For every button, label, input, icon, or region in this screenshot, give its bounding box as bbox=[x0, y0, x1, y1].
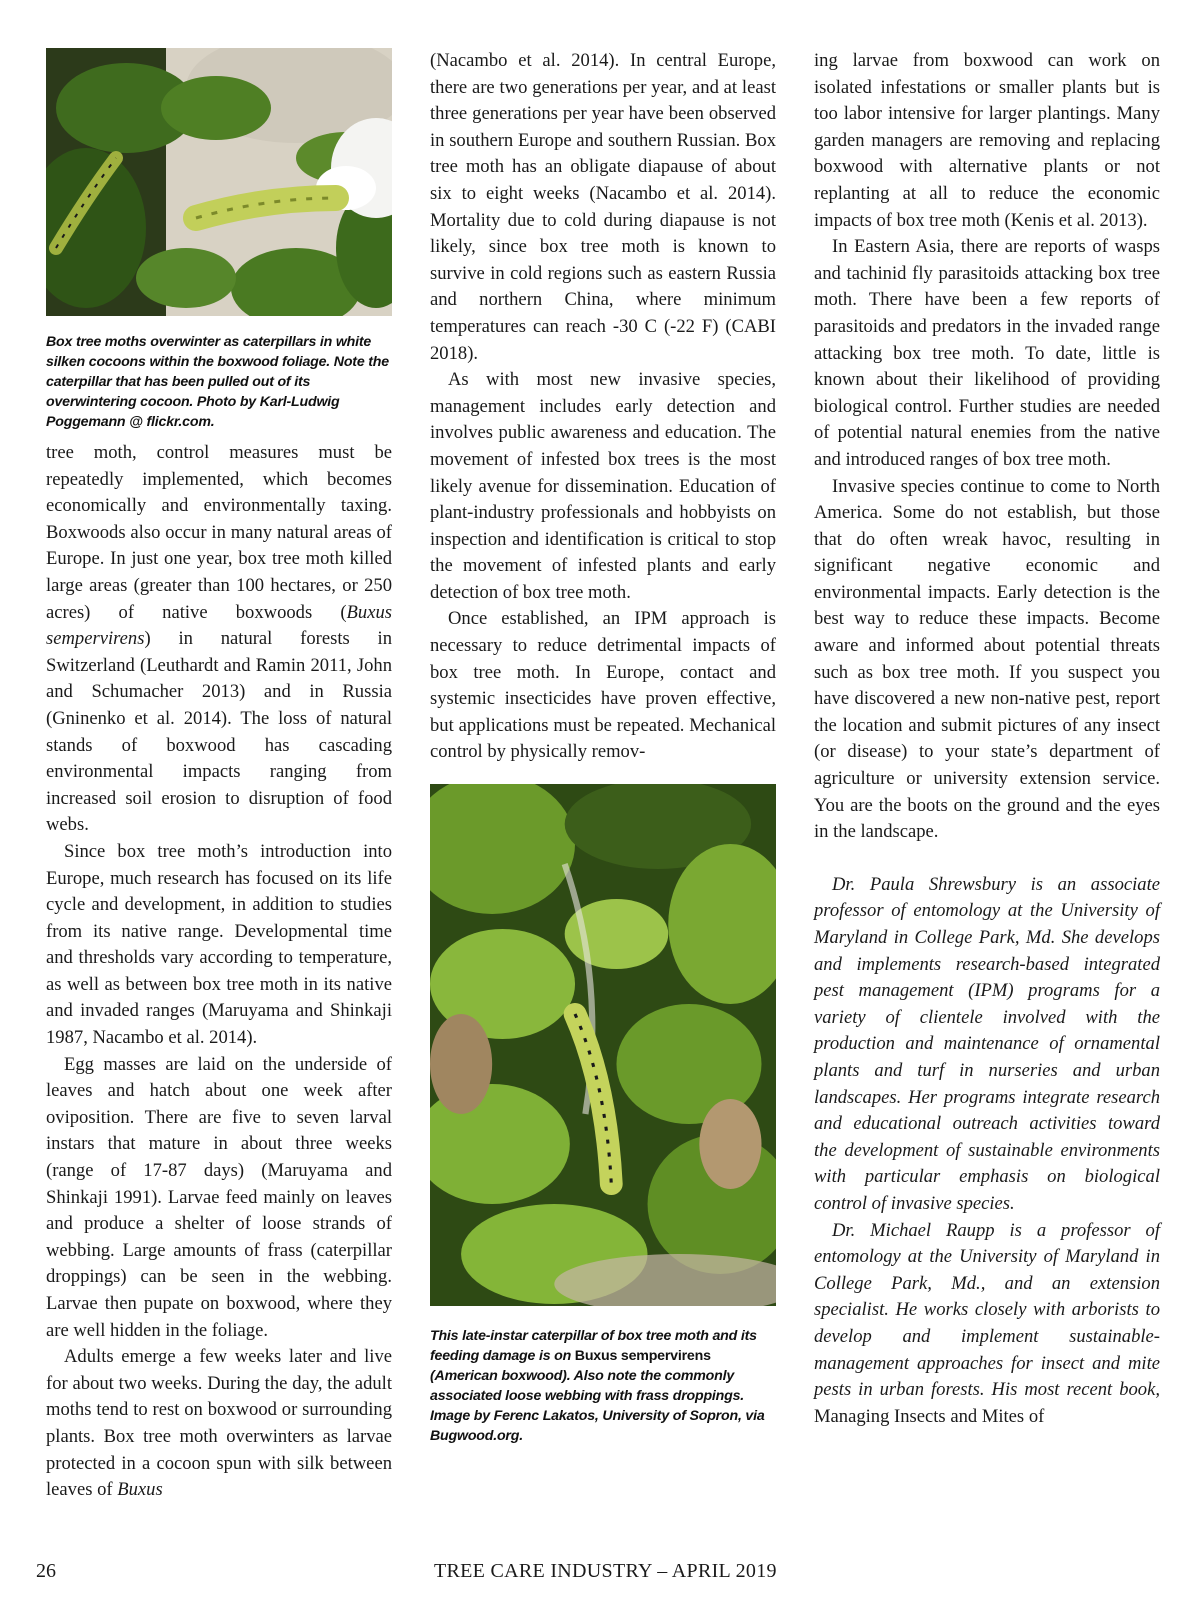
paragraph: (Nacambo et al. 2014). In central Europe, there are two generations per year, and at least three generations per year have been observed in southern Europe and southern Russian. Box tree moth has an obligate diapause of about six to eight weeks (Nacambo et al. 2014). Mortality due to cold during diapause is not likely, since box tree moth is known to survive in cold regions such as eastern Russia and northern China, where minimum temperatures can reach -30 C (-22 F) (CABI 2018). bbox=[430, 50, 776, 364]
page-footer bbox=[0, 1560, 1200, 1590]
figure-2-caption: This late-instar caterpillar of box tree moth and its feeding damage is on Buxus sempervirens (American boxwood). Also note the commonly associated loose webbing with frass droppings. Image by Ferenc Lakatos, University of Sopron, via Bugwood.org. bbox=[430, 1328, 765, 1445]
paragraph: Egg masses are laid on the underside of leaves and hatch about one week after oviposition. There are five to seven larval instars that mature in about three weeks (range of 17-87 days) (Maruyama and Shinkaji 1991). Larvae feed mainly on leaves and produce a shelter of loose strands of webbing. Large amounts of frass (caterpillar droppings) can be seen in the webbing. Larvae then pupate on boxwood, where they are well hidden in the foliage. bbox=[46, 1053, 392, 1341]
column-2-text bbox=[430, 48, 776, 766]
column-2 bbox=[430, 48, 776, 1446]
column-1 bbox=[46, 48, 392, 1504]
paragraph: Once established, an IPM approach is necessary to reduce detrimental impacts of box tree moth. In Europe, contact and systemic insecticides have proven effective, but applications must be repeated. Mechanical control by physically remov- bbox=[430, 608, 776, 763]
author-bios bbox=[814, 872, 1160, 1430]
paragraph: Since box tree moth’s introduction into Europe, much research has focused on its life cycle and development, in addition to studies from its native range. Developmental time and thresholds vary according to temperature, as well as between box tree moth in its native and invaded ranges (Maruyama and Shinkaji 1987, Nacambo et al. 2014). bbox=[46, 840, 392, 1049]
paragraph: In Eastern Asia, there are reports of wasps and tachinid fly parasitoids attacking box tree moth. There have been a few reports of parasitoids and predators in the invaded range attacking box tree moth. To date, little is known about their likelihood of providing biological control. Further studies are needed of potential natural enemies from the native and introduced ranges of box tree moth. bbox=[814, 236, 1160, 470]
late-instar-caterpillar-photo bbox=[430, 784, 776, 1306]
page-number: 26 bbox=[36, 1560, 56, 1582]
figure-1-caption: Box tree moths overwinter as caterpillars in white silken cocoons within the boxwood foliage. Note the caterpillar that has been pulled out of its overwintering cocoon. Photo by Karl-Ludwig Poggemann @ flickr.com. bbox=[46, 334, 389, 430]
paragraph: ing larvae from boxwood can work on isolated infestations or smaller plants but is too labor intensive for larger plantings. Many garden managers are removing and replacing boxwood with alternative plants or not replanting at all to reduce the economic impacts of box tree moth (Kenis et al. 2013). bbox=[814, 50, 1160, 231]
author-bio-raupp: Dr. Michael Raupp is a professor of entomology at the University of Maryland in College Park, Md., and an extension specialist. He works closely with arborists to develop and implement sustainable-management approaches for insect and mite pests in urban forests. His most recent book, Managing Insects and Mites of bbox=[814, 1219, 1160, 1427]
column-3 bbox=[814, 48, 1160, 1430]
author-bio-shrewsbury: Dr. Paula Shrewsbury is an associate professor of entomology at the University of Maryland in College Park, Md. She develops and implements research-based integrated pest management (IPM) programs for a variety of clientele involved with the production and maintenance of ornamental plants and turf in nurseries and urban landscapes. Her programs integrate research and educational outreach activities toward the development of sustainable environments with particular emphasis on biological control of invasive species. bbox=[814, 873, 1160, 1214]
paragraph: Invasive species continue to come to North America. Some do not establish, but those that do often wreak havoc, resulting in significant negative economic and environmental impacts. Early detection is the best way to reduce these impacts. Become aware and informed about potential threats such as box tree moth. If you suspect you have discovered a new non-native pest, report the location and submit pictures of any insect (or disease) to your state’s department of agriculture or university extension service. You are the boots on the ground and the eyes in the landscape. bbox=[814, 475, 1160, 843]
paragraph: As with most new invasive species, management includes early detection and involves public awareness and education. The movement of infested box trees is the most likely avenue for dissemination. Education of plant-industry professionals and hobbyists on inspection and identification is critical to stop the movement of infested plants and early detection of box tree moth. bbox=[430, 369, 776, 603]
publication-line: TREE CARE INDUSTRY – APRIL 2019 bbox=[434, 1560, 777, 1582]
caterpillar-cocoon-photo bbox=[46, 48, 392, 316]
column-3-text bbox=[814, 48, 1160, 846]
column-1-text bbox=[46, 440, 392, 1504]
paragraph: Adults emerge a few weeks later and live for about two weeks. During the day, the adult moths tend to rest on boxwood or surrounding plants. Box tree moth overwinters as larvae protected in a cocoon spun with silk between leaves of Buxus bbox=[46, 1346, 392, 1501]
paragraph: tree moth, control measures must be repeatedly implemented, which becomes economically and environmentally taxing. Boxwoods also occur in many natural areas of Europe. In just one year, box tree moth killed large areas (greater than 100 hectares, or 250 acres) of native boxwoods (Buxus sempervirens) in natural forests in Switzerland (Leuthardt and Ramin 2011, John and Schumacher 2013) and in Russia (Gninenko et al. 2014). The loss of natural stands of boxwood has cascading environmental impacts ranging from increased soil erosion to disruption of food webs. bbox=[46, 442, 392, 836]
